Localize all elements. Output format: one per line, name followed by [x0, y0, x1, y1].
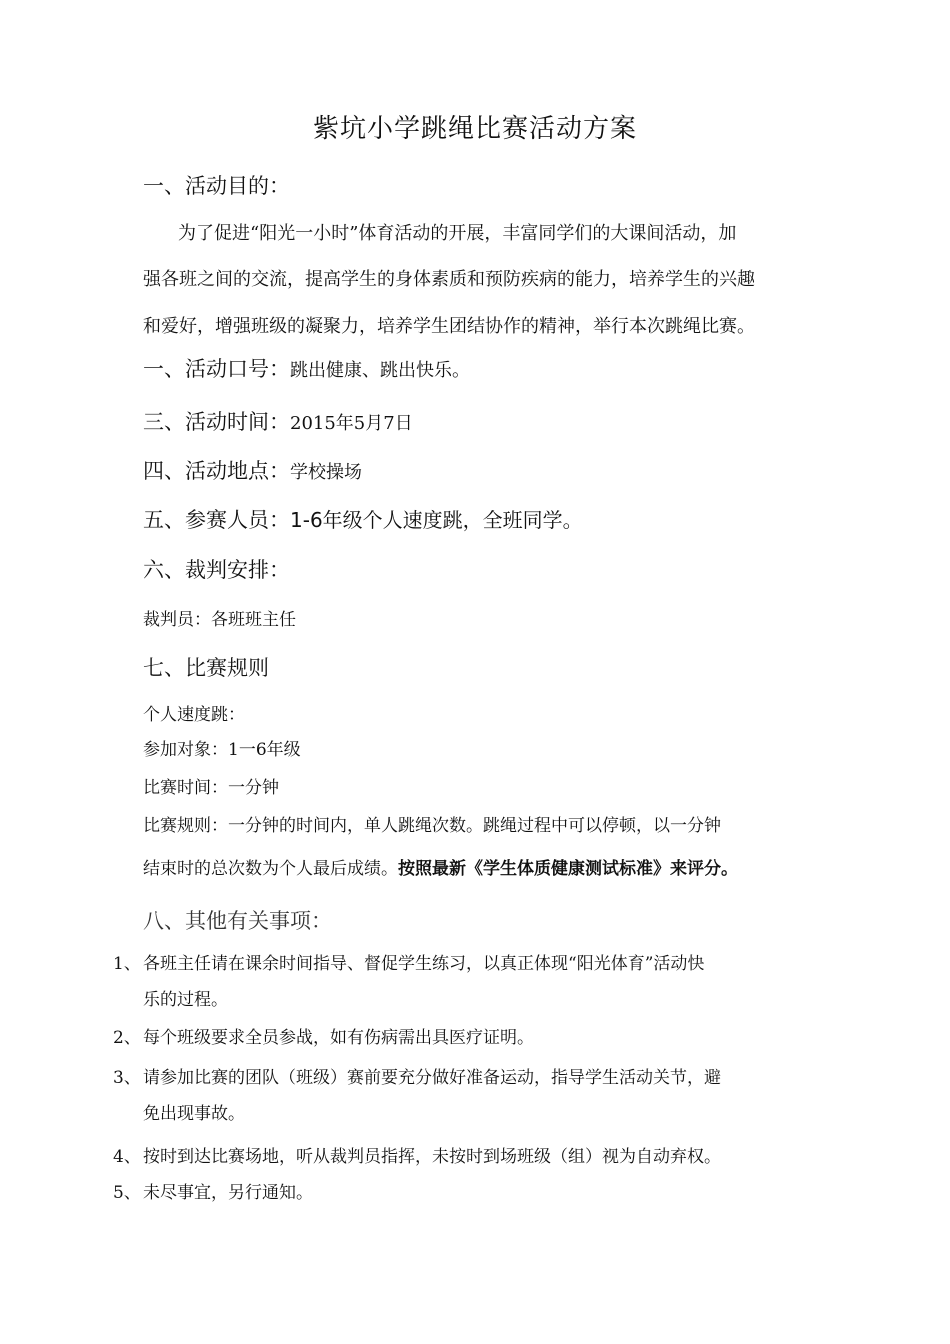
- rules-target-label: 参加对象：: [143, 740, 228, 760]
- participants-value: 1-6年级个人速度跳，全班同学。: [290, 508, 583, 532]
- location-value: 学校操场: [290, 462, 362, 483]
- list-item-number: 3、: [113, 1068, 141, 1088]
- referee-label: 裁判员：: [143, 610, 211, 630]
- rules-subheading: 个人速度跳：: [143, 705, 245, 725]
- list-item-text-continued: 免出现事故。: [143, 1104, 245, 1124]
- rules-target: [143, 742, 301, 759]
- time-label: 三、活动时间：: [143, 410, 290, 434]
- section-slogan: [143, 359, 470, 380]
- location-label: 四、活动地点：: [143, 459, 290, 483]
- referee-line: [143, 612, 296, 629]
- purpose-line-2: 强各班之间的交流，提高学生的身体素质和预防疾病的能力，培养学生的兴趣: [143, 269, 755, 290]
- purpose-line-1: 为了促进“阳光一小时”体育活动的开展，丰富同学们的大课间活动，加: [178, 223, 737, 244]
- section-purpose-heading: 一、活动目的：: [143, 174, 290, 198]
- referee-value: 各班班主任: [211, 610, 296, 630]
- list-item-number: 5、: [113, 1183, 141, 1203]
- list-item-text: 请参加比赛的团队（班级）赛前要充分做好准备运动，指导学生活动关节，避: [143, 1068, 721, 1088]
- time-value: 2015年5月7日: [290, 413, 413, 434]
- list-item-number: 2、: [113, 1028, 141, 1048]
- rules-time-value: 一分钟: [228, 778, 279, 798]
- section-time: [143, 412, 413, 433]
- list-item-text: 各班主任请在课余时间指导、督促学生练习，以真正体现“阳光体育”活动快: [143, 954, 705, 974]
- rules-time: [143, 780, 279, 797]
- list-item-number: 1、: [113, 954, 141, 974]
- section-other-heading: 八、其他有关事项：: [143, 909, 332, 933]
- rules-target-value: 1一6年级: [228, 740, 301, 760]
- page-title: 紫坑小学跳绳比赛活动方案: [312, 114, 637, 144]
- list-item-text: 未尽事宜，另行通知。: [143, 1183, 313, 1203]
- section-rules-heading: 七、比赛规则: [143, 656, 269, 680]
- list-item-text: 按时到达比赛场地，听从裁判员指挥，未按时到场班级（组）视为自动弃权。: [143, 1147, 721, 1167]
- rules-time-label: 比赛时间：: [143, 778, 228, 798]
- rules-text-line-1: 比赛规则：一分钟的时间内，单人跳绳次数。跳绳过程中可以停顿，以一分钟: [143, 816, 721, 836]
- section-participants: [143, 510, 583, 531]
- list-item-text-continued: 乐的过程。: [143, 990, 228, 1010]
- list-item-number: 4、: [113, 1147, 141, 1167]
- rules-text-line-2: [143, 861, 738, 878]
- section-location: [143, 461, 362, 482]
- slogan-value: 跳出健康、跳出快乐。: [290, 360, 470, 381]
- list-item-text: 每个班级要求全员参战，如有伤病需出具医疗证明。: [143, 1028, 534, 1048]
- slogan-label: 一、活动口号：: [143, 357, 290, 381]
- rules-text-bold: 按照最新《学生体质健康测试标准》来评分。: [398, 859, 738, 879]
- purpose-line-3: 和爱好，增强班级的凝聚力，培养学生团结协作的精神，举行本次跳绳比赛。: [143, 316, 755, 337]
- participants-label: 五、参赛人员：: [143, 508, 290, 532]
- rules-text-normal: 结束时的总次数为个人最后成绩。: [143, 859, 398, 879]
- section-referee-heading: 六、裁判安排：: [143, 558, 290, 582]
